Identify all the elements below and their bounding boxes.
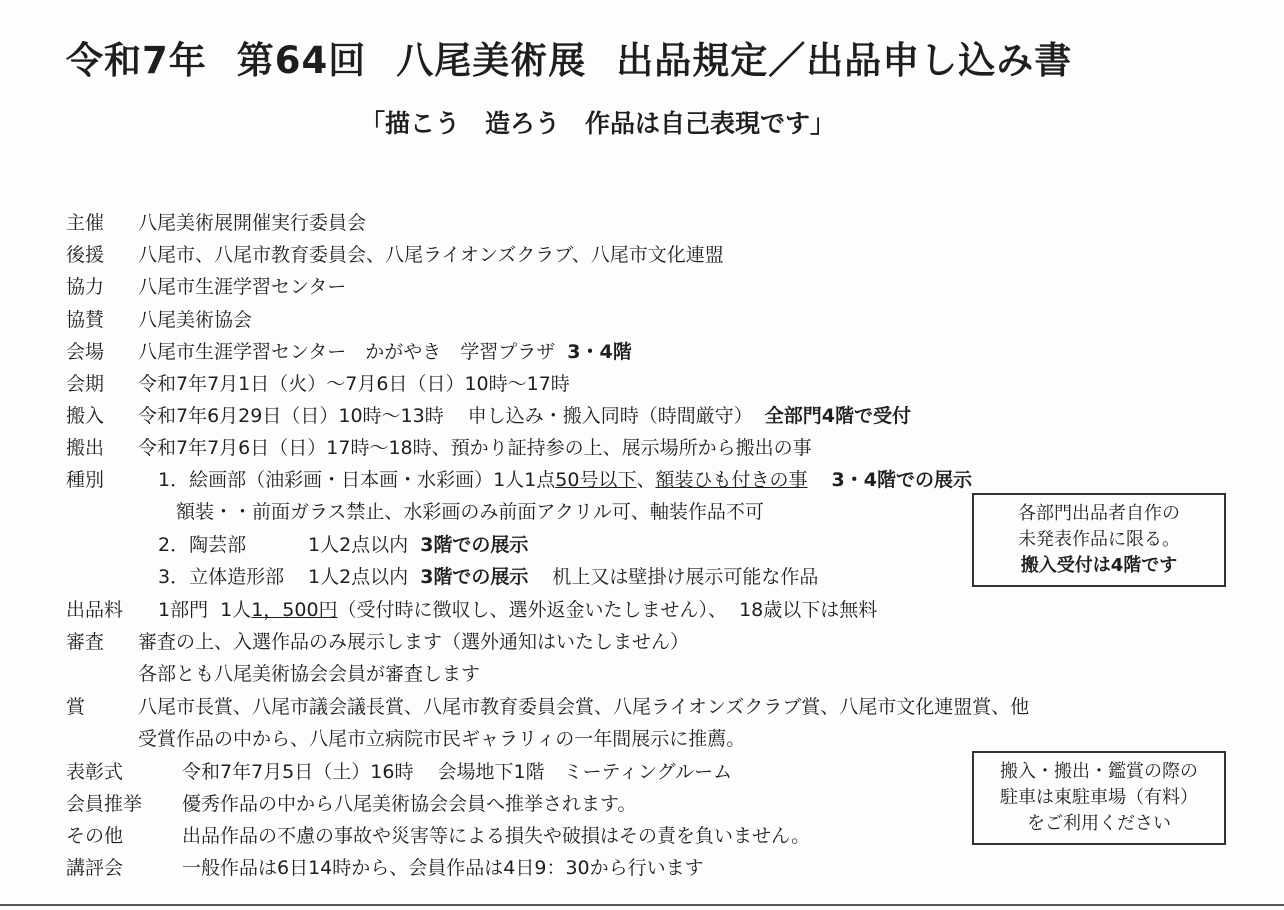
row-award-2 [138, 724, 745, 754]
row-category-ceramics [158, 530, 528, 560]
bottom-border [0, 904, 1284, 906]
parking-notice-line: をご利用ください [1027, 813, 1171, 834]
row-value: 一般作品は6日14時から、会員作品は4日9：30から行います [182, 857, 704, 879]
page-title [66, 30, 1102, 84]
row-fee [66, 595, 877, 625]
row-value: 令和7年7月5日（土）16時 [182, 761, 414, 783]
row-review [66, 627, 689, 657]
row-value: 八尾美術協会 [138, 309, 253, 331]
ceremony-place: 会場地下1階 ミーティングルーム [437, 761, 733, 783]
row-frame-note [176, 497, 764, 527]
fee-note: （受付時に徴収し、選外返金いたしません）、 [337, 599, 728, 621]
row-support [66, 240, 724, 270]
row-category-painting [66, 465, 972, 495]
row-carry-in [66, 401, 911, 431]
row-label: 出品料 [66, 599, 124, 621]
row-value: 令和7年7月1日（火）～7月6日（日）10時～17時 [138, 373, 570, 395]
row-coop [66, 272, 346, 302]
row-label: 会期 [66, 373, 105, 395]
row-label: その他 [66, 825, 124, 847]
row-value: 令和7年6月29日（日）10時～13時 [138, 405, 444, 427]
page-subtitle: 「描こう 造ろう 作品は自己表現です」 [360, 109, 836, 138]
row-value: 八尾市、八尾市教育委員会、八尾ライオンズクラブ、八尾市文化連盟 [138, 244, 724, 266]
row-value: 令和7年7月6日（日）17時～18時、預かり証持参の上、展示場所から搬出の事 [138, 437, 812, 459]
ceramics-floor: 3階での展示 [420, 534, 529, 556]
frame-note: 額装・・前面ガラス禁止、水彩画のみ前面アクリル可、軸装作品不可 [176, 501, 764, 523]
row-value: 優秀作品の中から八尾美術協会会員へ推挙されます。 [182, 793, 637, 815]
entry-notice-box [972, 493, 1226, 587]
ceramics-count: 1人2点以内 [308, 534, 409, 556]
row-sponsor [66, 208, 366, 238]
row-value: 八尾市生涯学習センター かがやき 学習プラザ [138, 341, 556, 363]
row-label: 講評会 [66, 857, 124, 879]
sculpture-floor: 3階での展示 [420, 566, 529, 588]
carry-in-floor: 全部門4階で受付 [764, 405, 911, 427]
painting-size-limit: 50号以下 [555, 469, 637, 491]
entry-notice-line: 未発表作品に限る。 [1018, 529, 1180, 550]
fee-amount: 1，500円 [251, 599, 338, 621]
row-value: 八尾美術展開催実行委員会 [138, 212, 367, 234]
row-award [66, 692, 1029, 722]
row-label: 協賛 [66, 309, 105, 331]
row-critique [66, 853, 704, 883]
title-edition: 第64回 [236, 39, 367, 82]
parking-notice-box [972, 751, 1226, 845]
title-year: 令和7年 [66, 39, 207, 82]
row-label: 会員推挙 [66, 793, 143, 815]
entry-notice-line: 搬入受付は4階です [1020, 555, 1178, 576]
row-member [66, 789, 636, 819]
sculpture-name: 3．立体造形部 [158, 566, 285, 588]
carry-in-note: 申し込み・搬入同時（時間厳守） [467, 405, 753, 427]
painting-sep: 、 [636, 469, 656, 491]
row-label: 主催 [66, 212, 105, 234]
venue-floors: 3・4階 [567, 341, 632, 363]
row-category-sculpture [158, 562, 818, 592]
row-value: 八尾市長賞、八尾市議会議長賞、八尾市教育委員会賞、八尾ライオンズクラブ賞、八尾市文化連盟賞、他 [138, 696, 1030, 718]
row-label: 会場 [66, 341, 105, 363]
row-label: 搬出 [66, 437, 105, 459]
title-doc: 出品規定／出品申し込み書 [616, 39, 1073, 82]
row-other [66, 821, 810, 851]
review-text-2: 各部とも八尾美術協会会員が審査します [138, 663, 481, 685]
parking-notice-line: 駐車は東駐車場（有料） [1000, 787, 1198, 808]
ceramics-name: 2．陶芸部 [158, 534, 247, 556]
award-text-2: 受賞作品の中から、八尾市立病院市民ギャラリィの一年間展示に推薦。 [138, 728, 746, 750]
fee-dept: 1部門 [158, 599, 209, 621]
row-venue [66, 337, 632, 367]
painting-text: 1．絵画部（油彩画・日本画・水彩画）1人1点 [158, 469, 556, 491]
row-label: 種別 [66, 469, 105, 491]
row-carry-out [66, 433, 812, 463]
parking-notice-line: 搬入・搬出・鑑賞の際の [1000, 761, 1198, 782]
row-value: 八尾市生涯学習センター [138, 276, 347, 298]
row-label: 表彰式 [66, 761, 124, 783]
painting-frame-req: 額装ひも付きの事 [655, 469, 808, 491]
row-value: 出品作品の不慮の事故や災害等による損失や破損はその責を負いません。 [182, 825, 811, 847]
row-label: 搬入 [66, 405, 105, 427]
fee-prefix: 1人 [220, 599, 252, 621]
row-label: 後援 [66, 244, 105, 266]
row-ceremony [66, 757, 732, 787]
sculpture-note: 机上又は壁掛け展示可能な作品 [552, 566, 819, 588]
row-review-2 [138, 659, 480, 689]
fee-youth: 18歳以下は無料 [739, 599, 878, 621]
row-period [66, 369, 570, 399]
row-label: 賞 [66, 696, 86, 718]
row-sponsorship [66, 305, 252, 335]
title-event: 八尾美術展 [396, 39, 587, 82]
painting-floors: 3・4階での展示 [831, 469, 972, 491]
sculpture-count: 1人2点以内 [308, 566, 409, 588]
entry-notice-line: 各部門出品者自作の [1018, 503, 1180, 524]
row-value: 審査の上、入選作品のみ展示します（選外通知はいたしません） [138, 631, 690, 653]
row-label: 審査 [66, 631, 105, 653]
row-label: 協力 [66, 276, 105, 298]
